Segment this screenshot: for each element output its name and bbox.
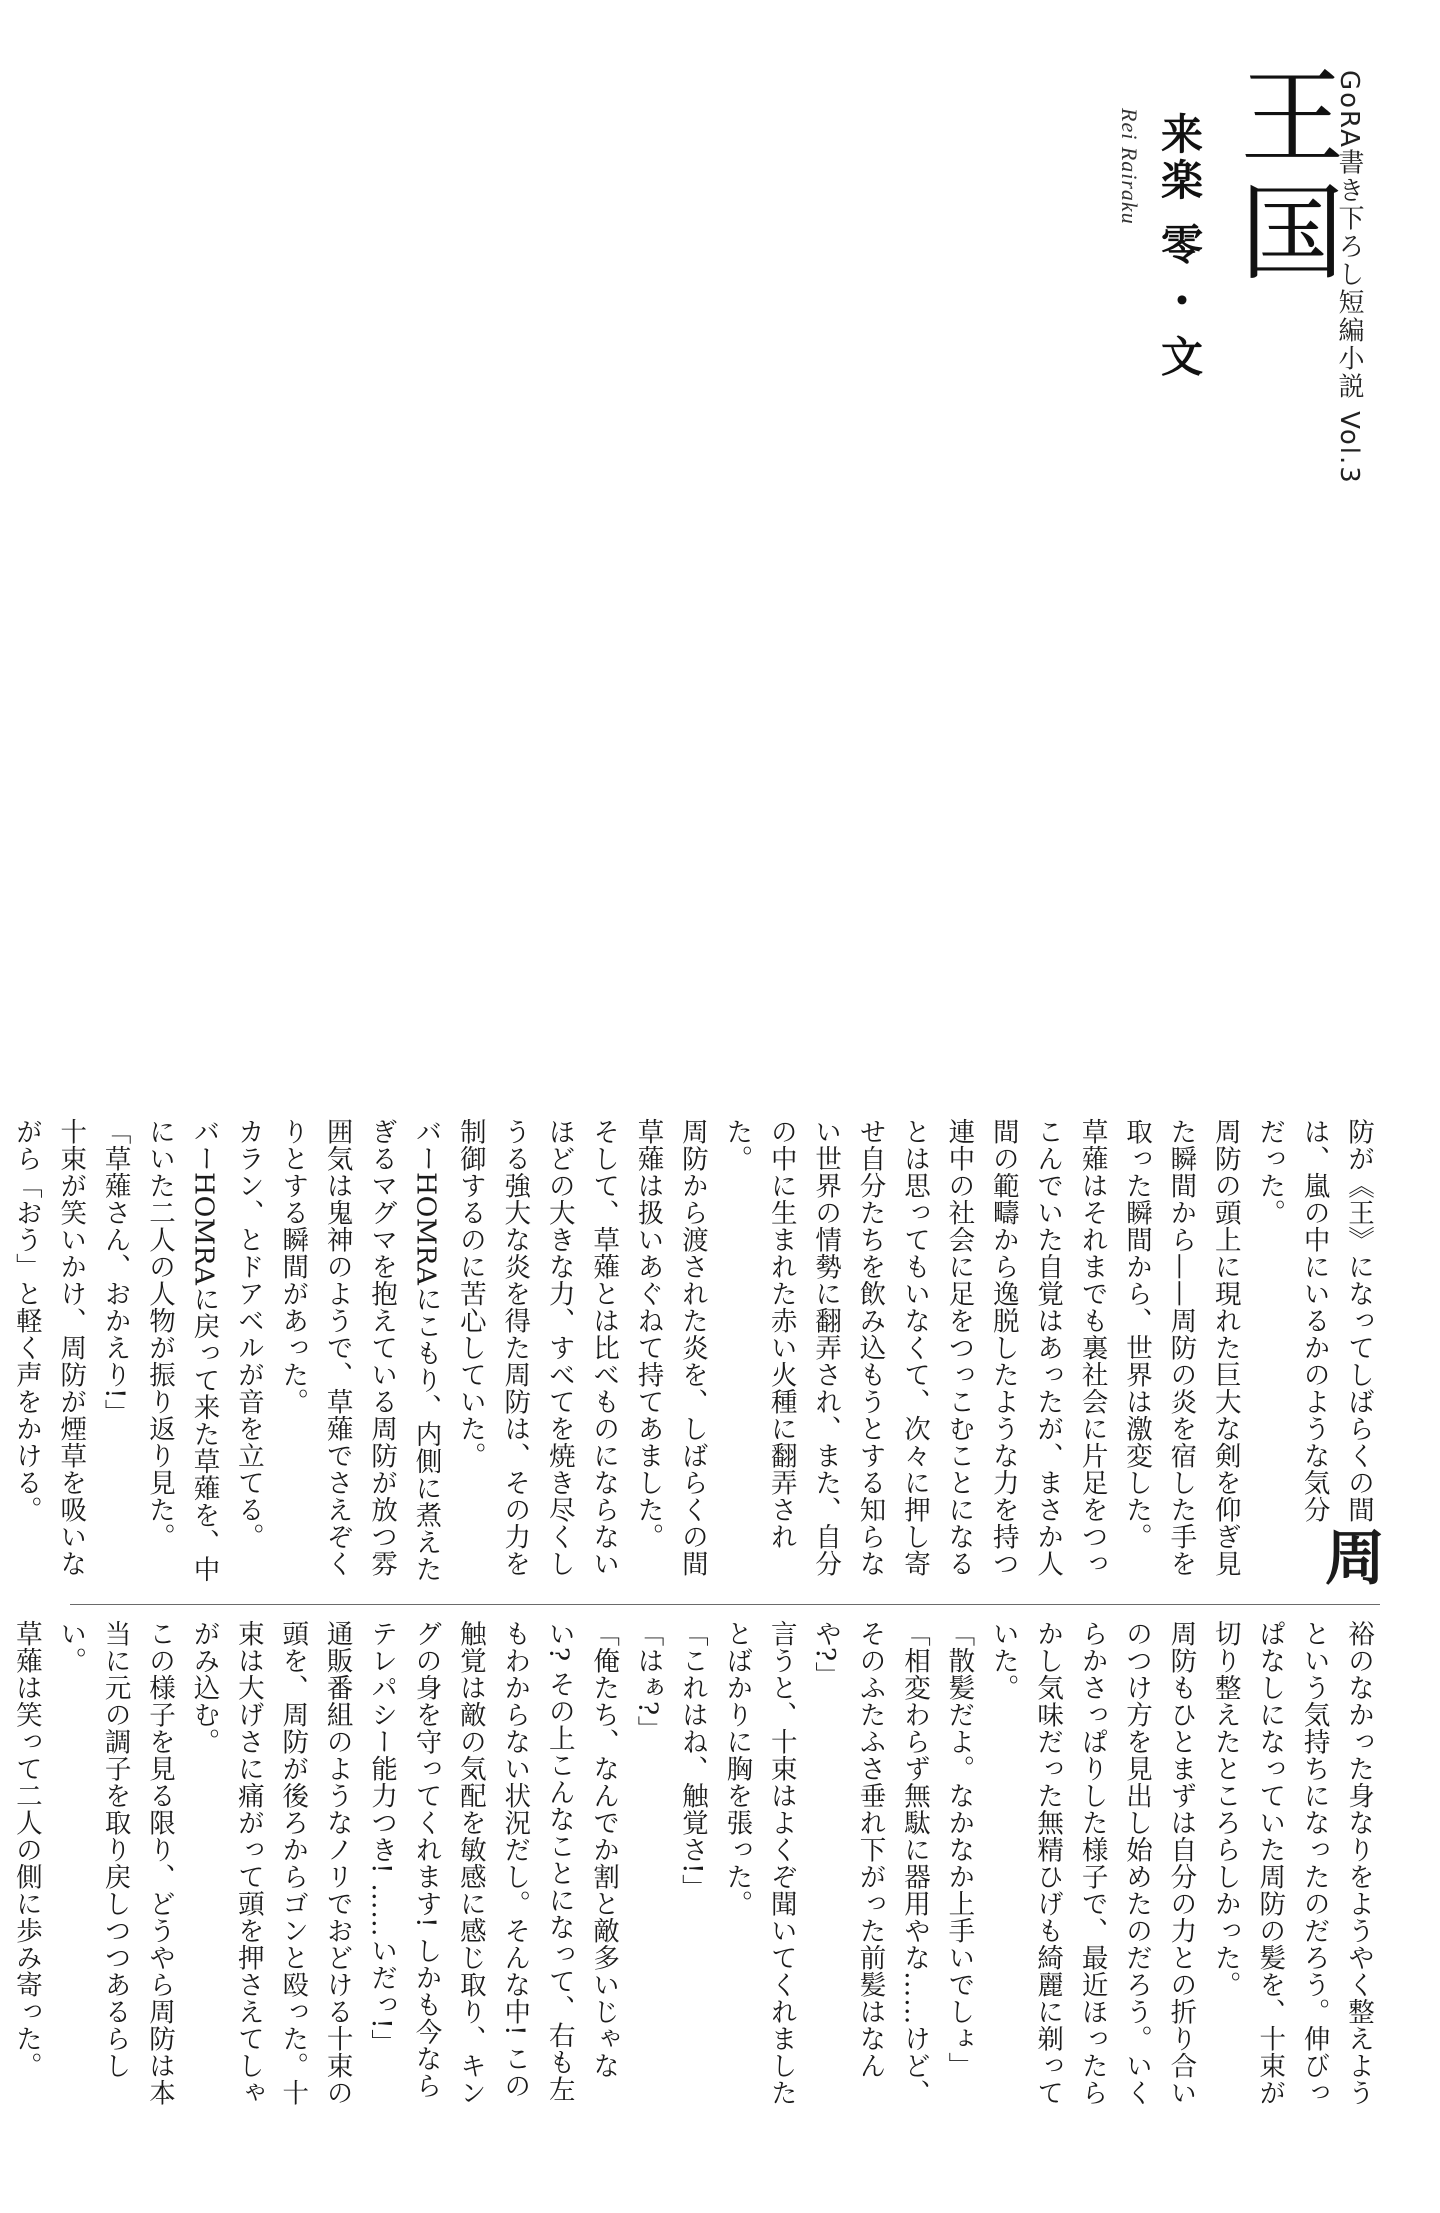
- paragraph: 「相変わらず無駄に器用やな……けど、そのふたふさ垂れ下がった前髪はなんや?」: [810, 1620, 930, 2106]
- paragraph: [0, 1118, 3, 1588]
- paragraph: [0, 1620, 3, 2120]
- series-label: GoRA書き下ろし短編小説 Vol.3: [1334, 70, 1364, 485]
- paragraph: 周防の頭上に現れた巨大な剣を仰ぎ見た瞬間から——周防の炎を宿した手を取った瞬間から、世界は激変した。: [1120, 1118, 1241, 1577]
- author-name: 来楽 零: [1155, 112, 1204, 269]
- paragraph: 周防もひとまずは自分の力との折り合いのつけ方を見出し始めたのだろう。いくらかさっぱりした様子で、最近ほったらかし気味だった無精ひげも綺麗に剃っていた。: [987, 1620, 1197, 2106]
- paragraph: バーHOMRAにこもり、内側に煮えたぎるマグマを抱えている周防が放つ雰囲気は鬼神のようで、草薙でさえぞくりとする瞬間があった。: [277, 1118, 442, 1583]
- author-credit: [1155, 112, 1204, 381]
- paragraph: 言うと、十束はよくぞ聞いてくれましたとばかりに胸を張った。: [721, 1620, 797, 2106]
- section-divider: [70, 1604, 1380, 1605]
- paragraph: 通販番組のようなノリでおどける十束の頭を、周防が後ろからゴンと殴った。十束は大げさに痛がって頭を押さえてしゃがみ込む。: [188, 1620, 353, 2106]
- paragraph-text: 防が《王》になってしばらくの間は、嵐の中にいるかのような気分だった。: [1254, 1118, 1374, 1523]
- story-body-upper: [10, 1118, 1385, 1588]
- paragraph: そして、草薙とは比べものにならないほどの大きな力、すべてを焼き尽くしうる強大な炎を得た周防は、その力を制御するのに苦心していた。: [454, 1118, 620, 1577]
- author-role: 文: [1155, 334, 1204, 381]
- paragraph: 裕のなかった身なりをようやく整えようという気持ちになったのだろう。伸びっぱなしになっていた周防の髪を、十束が切り整えたところらしかった。: [1209, 1620, 1374, 2106]
- paragraph: 「散髪だよ。なかなか上手いでしょ」: [943, 1620, 975, 2079]
- story-body-lower: [10, 1620, 1380, 2120]
- paragraph: 十束が笑いかけ、周防が煙草を吸いながら「おう」と軽く声をかける。: [10, 1118, 87, 1577]
- lower-columns: [10, 1620, 1380, 2120]
- drop-cap: 周: [1315, 1526, 1385, 1587]
- upper-columns: [10, 1118, 1385, 1588]
- paragraph: バーHOMRAに戻って来た草薙を、中にいた二人の人物が振り返り見た。: [144, 1118, 220, 1583]
- paragraph: 「これはね、触覚さ!」: [676, 1620, 708, 1902]
- paragraph: 「はぁ?」: [632, 1620, 664, 1743]
- paragraph: 周防から渡された炎を、しばらくの間草薙は扱いあぐねて持てあました。: [632, 1118, 708, 1577]
- paragraph: [1247, 1118, 1385, 1588]
- story-title: 王国: [1222, 62, 1345, 294]
- author-separator: ・: [1155, 278, 1204, 325]
- author-romaji: Rei Rairaku: [1117, 108, 1142, 225]
- paragraph: 草薙はそれまでも裏社会に片足をつっこんでいた自覚はあったが、まさか人間の範疇から逸脱したような力を持つ連中の社会に足をつっこむことになるとは思ってもいなくて、次々に押し寄せ自分たちを飲み込もうとする知らない世界の情勢に翻弄され、また、自分の中に生まれた赤い火種に翻弄された。: [721, 1118, 1108, 1577]
- paragraph: 「俺たち、なんでか割と敵多いじゃない? その上こんなことになって、右も左もわからない状況だし。そんな中! この触覚は敵の気配を敏感に感じ取り、キングの身を守ってくれます! しかも今ならテレパシー能力つき! ……いだっ!」: [366, 1620, 620, 2106]
- paragraph: カラン、とドアベルが音を立てる。: [232, 1118, 264, 1550]
- paragraph: 草薙は笑って二人の側に歩み寄った。: [10, 1620, 42, 2079]
- paragraph: 「草薙さん、おかえり!」: [99, 1118, 131, 1427]
- paragraph: この様子を見る限り、どうやら周防は本当に元の調子を取り戻しつつあるらしい。: [55, 1620, 176, 2106]
